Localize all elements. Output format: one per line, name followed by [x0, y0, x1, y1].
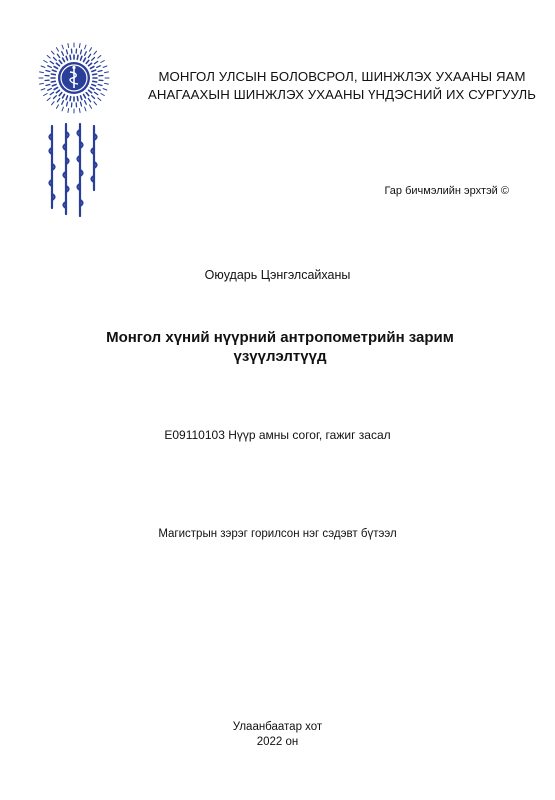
- header-ministry-line: МОНГОЛ УЛСЫН БОЛОВСРОЛ, ШИНЖЛЭХ УХААНЫ ЯАМ: [158, 69, 526, 84]
- place-and-year: [0, 720, 555, 750]
- author-name: Оюударь Цэнгэлсайханы: [204, 268, 351, 282]
- university-emblem-icon: [38, 42, 110, 114]
- mongolian-script-emblem-text: [42, 120, 106, 220]
- year: 2022 он: [256, 736, 299, 748]
- specialty-code: E09110103 Нүүр амны согог, гажиг засал: [164, 428, 391, 442]
- degree-statement: Магистрын зэрэг горилсон нэг сэдэвт бүтээл: [158, 528, 397, 540]
- city: Улаанбаатар хот: [232, 721, 323, 733]
- thesis-title-line-1: Монгол хүний нүүрний антропометрийн зарим: [106, 329, 454, 346]
- thesis-title-line-2: үзүүлэлтүүд: [233, 348, 327, 365]
- ministry-header: [142, 68, 542, 104]
- copyright-notice: Гар бичмэлийн эрхтэй ©: [384, 185, 509, 197]
- thesis-title: [100, 328, 460, 366]
- header-university-line: АНАГААХЫН ШИНЖЛЭХ УХААНЫ ҮНДЭСНИЙ ИХ СУРГУУЛЬ: [147, 87, 537, 102]
